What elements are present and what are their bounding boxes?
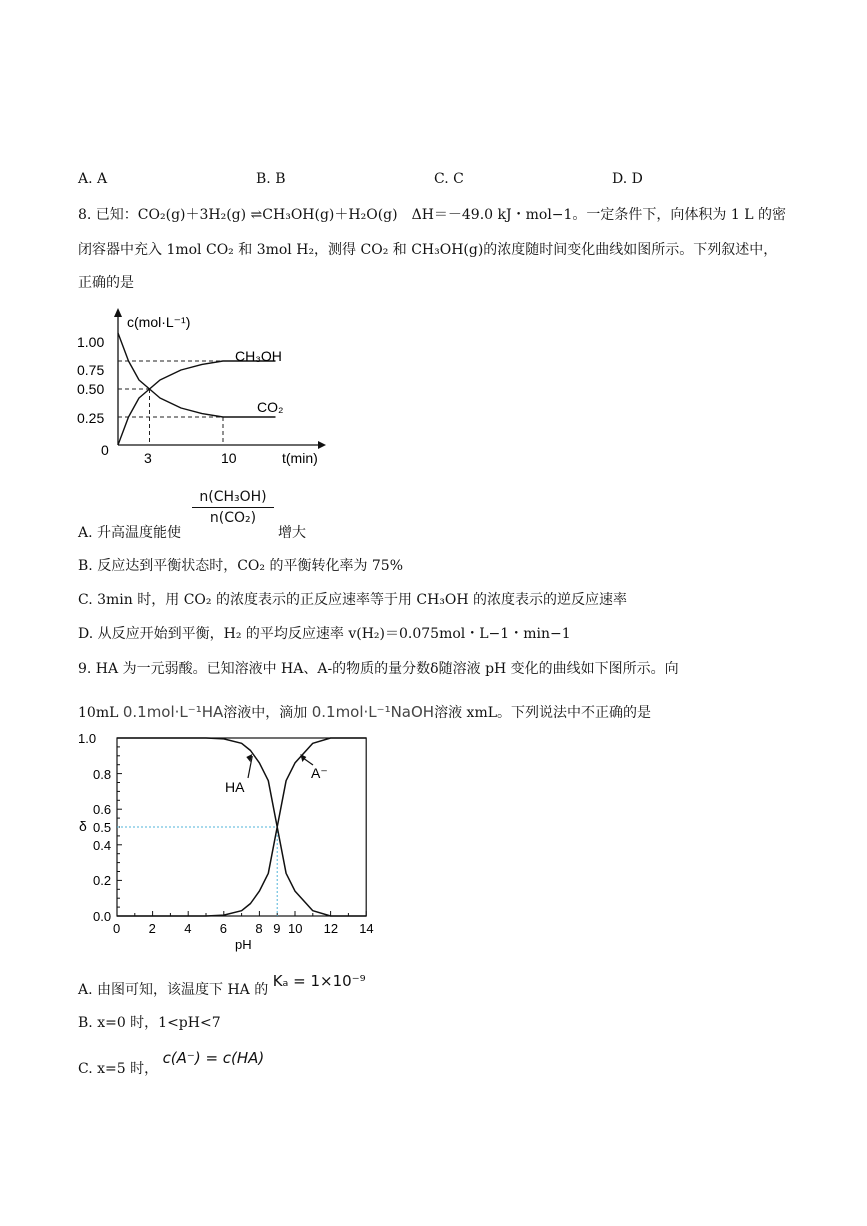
series-line-0 bbox=[118, 361, 276, 445]
q9-ytick-1: 1.0 bbox=[78, 731, 97, 746]
q9-ytick-4: 0.5 bbox=[93, 820, 112, 835]
q8-option-b: B. 反应达到平衡状态时，CO₂ 的平衡转化率为 75% bbox=[78, 558, 404, 574]
q9-volume: 10mL bbox=[78, 705, 119, 721]
q9-ytick-5: 0.4 bbox=[93, 838, 112, 853]
q9-option-a-text: A. 由图可知，该温度下 HA 的 bbox=[78, 982, 269, 998]
q8-chart-ylabel: c(mol·L⁻¹) bbox=[127, 314, 191, 330]
q9-series-label-ha: HA bbox=[225, 779, 245, 795]
q8-xtick-1: 3 bbox=[144, 450, 152, 466]
fraction-denominator: n(CO₂) bbox=[209, 510, 257, 526]
q9-fraction-chart bbox=[75, 730, 380, 955]
y-axis-arrow bbox=[114, 308, 122, 317]
q8-ytick-3: 0.50 bbox=[77, 381, 105, 397]
q9-chart-xlabel: pH bbox=[235, 937, 252, 952]
q8-chart-xlabel: t(min) bbox=[282, 450, 318, 466]
q8-chart-origin: 0 bbox=[101, 442, 109, 458]
q8-stem-line3: 正确的是 bbox=[78, 275, 134, 291]
fraction-numerator: n(CH₃OH) bbox=[199, 489, 267, 505]
x-tick-label: 8 bbox=[255, 921, 263, 936]
q9-stem-line2 bbox=[78, 702, 651, 723]
q8-option-d: D. 从反应开始到平衡，H₂ 的平均反应速率 v(H₂)＝0.075mol・L−1・min−1 bbox=[78, 626, 571, 642]
q8-series-label-ch3oh: CH₃OH bbox=[235, 348, 282, 364]
x-tick-label: 4 bbox=[184, 921, 192, 936]
q9-option-b: B. x=0 时，1<pH<7 bbox=[78, 1015, 221, 1031]
q7-option-d: D. D bbox=[612, 171, 643, 187]
q9-option-a-math: Kₐ = 1×10⁻⁹ bbox=[272, 972, 366, 990]
q9-option-c-text: C. x=5 时， bbox=[78, 1061, 159, 1077]
x-tick-label: 12 bbox=[323, 921, 339, 936]
x-tick-label: 2 bbox=[148, 921, 156, 936]
q9-stem-tail: 溶液 xmL。下列说法中不正确的是 bbox=[434, 705, 652, 721]
q8-option-a-suffix: 增大 bbox=[278, 525, 306, 541]
q9-naoh-conc: 0.1mol·L⁻¹NaOH bbox=[311, 703, 435, 721]
q9-ytick-2: 0.8 bbox=[93, 767, 112, 782]
q9-chart-ylabel: δ bbox=[79, 818, 87, 834]
q9-option-c-math: c(A⁻) = c(HA) bbox=[162, 1049, 265, 1067]
q7-option-b: B. B bbox=[256, 171, 286, 187]
q9-option-c bbox=[78, 1049, 265, 1079]
q9-ha-conc: 0.1mol·L⁻¹HA bbox=[122, 703, 224, 721]
x-tick-label: 9 bbox=[273, 921, 281, 936]
a-pointer-head bbox=[300, 754, 306, 762]
x-tick-label: 14 bbox=[359, 921, 374, 936]
x-tick-label: 0 bbox=[113, 921, 121, 936]
q8-ytick-1: 1.00 bbox=[77, 334, 105, 350]
q8-ytick-4: 0.25 bbox=[77, 410, 105, 426]
q9-ytick-6: 0.2 bbox=[93, 873, 112, 888]
q8-option-a-fraction bbox=[192, 489, 274, 526]
x-tick-label: 6 bbox=[219, 921, 228, 936]
x-tick-label: 10 bbox=[288, 921, 303, 936]
fraction-bar bbox=[192, 507, 274, 508]
q9-stem-line1: 9. HA 为一元弱酸。已知溶液中 HA、A-的物质的量分数δ随溶液 pH 变化的曲线如下图所示。向 bbox=[78, 661, 679, 677]
q9-ytick-3: 0.6 bbox=[93, 802, 112, 817]
q9-stem-text: 溶液中，滴加 bbox=[223, 705, 308, 721]
q8-concentration-chart bbox=[75, 305, 335, 475]
q8-stem-line2: 闭容器中充入 1mol CO₂ 和 3mol H₂，测得 CO₂ 和 CH₃OH(g)的浓度随时间变化曲线如图所示。下列叙述中， bbox=[78, 242, 778, 258]
q8-xtick-2: 10 bbox=[221, 450, 237, 466]
q8-ytick-2: 0.75 bbox=[77, 362, 105, 378]
series-line-1 bbox=[118, 333, 276, 417]
q9-option-a-prefix bbox=[78, 972, 366, 1000]
q9-xtick-labels bbox=[113, 921, 374, 936]
q8-option-a-prefix: A. 升高温度能使 bbox=[78, 525, 182, 541]
q7-option-a: A. A bbox=[78, 171, 108, 187]
q7-option-c: C. C bbox=[434, 171, 464, 187]
q8-option-c: C. 3min 时，用 CO₂ 的浓度表示的正反应速率等于用 CH₃OH 的浓度表示的逆反应速率 bbox=[78, 592, 628, 608]
q8-series-label-co2: CO₂ bbox=[257, 399, 284, 415]
q9-ytick-7: 0.0 bbox=[93, 909, 112, 924]
q9-series-label-a: A⁻ bbox=[311, 765, 328, 781]
x-axis-arrow bbox=[318, 441, 326, 449]
q8-stem-line1: 8. 已知：CO₂(g)＋3H₂(g) ⇌CH₃OH(g)＋H₂O(g) ΔH＝－49.0 kJ・mol−1。一定条件下，向体积为 1 L 的密 bbox=[78, 207, 786, 223]
q9-chart-axes bbox=[117, 738, 366, 916]
